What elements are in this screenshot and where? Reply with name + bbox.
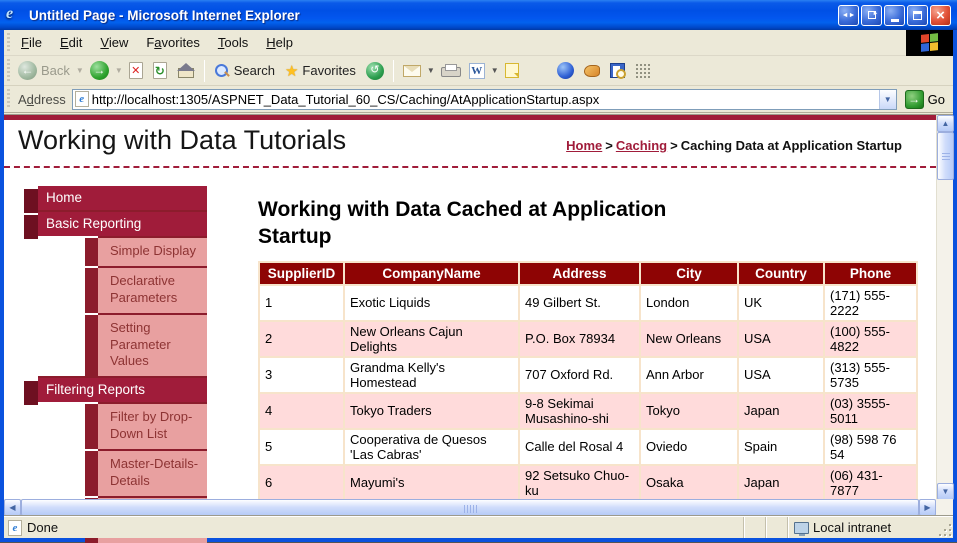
sidebar-menu-item[interactable]: Filtering Reports xyxy=(38,376,207,402)
ie-logo-icon: e xyxy=(6,5,14,22)
security-zone-label: Local intranet xyxy=(813,520,892,535)
table-header-cell: Address xyxy=(519,262,640,285)
toolbar-separator xyxy=(204,60,205,82)
home-icon xyxy=(177,63,195,78)
table-row xyxy=(259,465,917,501)
popout-icon xyxy=(868,11,876,19)
messenger-button[interactable] xyxy=(553,60,578,81)
table-cell-address: 92 Setsuko Chuo-ku xyxy=(519,465,640,501)
notes-button[interactable] xyxy=(501,61,523,80)
sphere-icon xyxy=(557,62,574,79)
close-button[interactable] xyxy=(930,5,951,26)
window-title: Untitled Page - Microsoft Internet Explorer xyxy=(29,7,300,23)
minimize-icon xyxy=(891,19,899,22)
status-pane xyxy=(743,517,765,538)
title-bar[interactable] xyxy=(0,0,957,30)
search-label: Search xyxy=(233,63,275,78)
windows-logo-icon xyxy=(921,33,938,52)
address-input-box xyxy=(72,89,897,110)
address-bar xyxy=(4,86,953,113)
table-cell-companyname: Mayumi's xyxy=(344,465,519,501)
scrollbar-corner xyxy=(936,499,953,516)
edit-with-word-button[interactable] xyxy=(465,61,489,81)
main-content xyxy=(258,168,926,502)
table-cell-supplierid: 2 xyxy=(259,321,344,357)
table-cell-city: Oviedo xyxy=(640,429,738,465)
table-cell-phone: (06) 431-7877 xyxy=(824,465,917,501)
search-button[interactable] xyxy=(210,61,279,81)
grid-icon xyxy=(635,63,650,78)
security-zone-pane xyxy=(787,517,937,538)
go-button[interactable] xyxy=(901,90,949,109)
table-cell-country: USA xyxy=(738,321,824,357)
page-heading: Working with Data Cached at Application Startup xyxy=(258,198,667,249)
menu-item[interactable]: Help xyxy=(266,35,293,50)
history-icon: ↺ xyxy=(366,62,384,80)
table-row xyxy=(259,429,917,465)
vertical-scrollbar[interactable] xyxy=(936,115,953,500)
local-intranet-icon xyxy=(794,522,809,534)
research-button[interactable] xyxy=(606,61,629,80)
table-cell-supplierid: 4 xyxy=(259,393,344,429)
breadcrumb-section-link[interactable]: Caching xyxy=(615,138,668,153)
scroll-right-button[interactable]: ▶ xyxy=(919,499,936,516)
titlebar-popout-button[interactable] xyxy=(861,5,882,26)
table-cell-supplierid: 3 xyxy=(259,357,344,393)
home-button[interactable] xyxy=(173,61,199,80)
table-cell-companyname: New Orleans Cajun Delights xyxy=(344,321,519,357)
suppliers-table xyxy=(258,261,918,502)
mail-button[interactable] xyxy=(399,63,425,79)
sidebar-menu-item[interactable]: Master-Details-Details xyxy=(98,449,207,496)
table-cell-address: 9-8 Sekimai Musashino-shi xyxy=(519,393,640,429)
close-icon: × xyxy=(936,6,945,24)
resize-grip[interactable] xyxy=(937,517,953,538)
table-cell-phone: (313) 555-5735 xyxy=(824,357,917,393)
sidebar-menu-item[interactable]: Filter by Drop-Down List xyxy=(98,402,207,449)
back-label: Back xyxy=(41,63,70,78)
menu-item[interactable]: Tools xyxy=(217,35,249,50)
back-icon: ← xyxy=(18,61,37,80)
table-cell-address: 49 Gilbert St. xyxy=(519,285,640,321)
toolbar-grip[interactable] xyxy=(7,59,10,82)
toolbar-grip[interactable] xyxy=(7,89,10,109)
titlebar-arrows-button[interactable] xyxy=(838,5,859,26)
sidebar-menu-item[interactable]: Setting Parameter Values xyxy=(98,313,207,377)
table-cell-city: Osaka xyxy=(640,465,738,501)
address-dropdown-button[interactable]: ▼ xyxy=(879,90,896,109)
client-area xyxy=(4,30,953,538)
scroll-left-button[interactable]: ◀ xyxy=(4,499,21,516)
table-cell-address: P.O. Box 78934 xyxy=(519,321,640,357)
breadcrumb-separator: > xyxy=(670,138,678,153)
breadcrumb xyxy=(566,138,902,153)
table-cell-companyname: Grandma Kelly's Homestead xyxy=(344,357,519,393)
maximize-button[interactable] xyxy=(907,5,928,26)
breadcrumb-separator: > xyxy=(605,138,613,153)
table-cell-phone: (03) 3555-5011 xyxy=(824,393,917,429)
table-cell-country: Japan xyxy=(738,393,824,429)
table-cell-country: Japan xyxy=(738,465,824,501)
refresh-button[interactable] xyxy=(149,60,171,81)
table-cell-city: Tokyo xyxy=(640,393,738,429)
stop-icon: ✕ xyxy=(129,62,143,79)
sidebar-menu-item[interactable]: Simple Display xyxy=(98,236,207,266)
table-cell-supplierid: 6 xyxy=(259,465,344,501)
table-header-cell: Phone xyxy=(824,262,917,285)
go-label: Go xyxy=(927,91,945,107)
table-cell-companyname: Cooperativa de Quesos 'Las Cabras' xyxy=(344,429,519,465)
extension-icon xyxy=(584,65,600,77)
vertical-scroll-thumb[interactable] xyxy=(937,132,954,180)
web-page xyxy=(4,115,936,500)
search-icon xyxy=(214,63,230,79)
forward-button[interactable] xyxy=(86,59,113,82)
table-cell-phone: (171) 555-2222 xyxy=(824,285,917,321)
table-cell-address: 707 Oxford Rd. xyxy=(519,357,640,393)
table-cell-city: Ann Arbor xyxy=(640,357,738,393)
extension-button-2[interactable] xyxy=(631,61,654,80)
sidebar-menu xyxy=(24,186,207,543)
standard-toolbar xyxy=(4,56,953,86)
favorites-star-icon: ★ xyxy=(284,62,299,80)
horizontal-scrollbar[interactable] xyxy=(4,499,936,516)
table-header-cell: City xyxy=(640,262,738,285)
favorites-button[interactable] xyxy=(281,60,360,82)
table-row xyxy=(259,357,917,393)
table-row xyxy=(259,393,917,429)
refresh-icon: ↻ xyxy=(154,63,165,78)
table-header-cell: Country xyxy=(738,262,824,285)
print-icon xyxy=(441,64,459,77)
left-right-arrows-icon: ◄► xyxy=(841,11,856,19)
table-cell-city: New Orleans xyxy=(640,321,738,357)
research-book-icon xyxy=(610,63,625,78)
sidebar-menu-item[interactable]: Basic Reporting xyxy=(38,210,207,236)
toolbar-grip[interactable] xyxy=(7,33,10,52)
scroll-down-button[interactable]: ▼ xyxy=(937,483,954,500)
note-icon xyxy=(505,63,519,78)
table-cell-phone: (98) 598 76 54 xyxy=(824,429,917,465)
page-masthead xyxy=(4,120,936,168)
table-cell-country: Spain xyxy=(738,429,824,465)
history-button[interactable] xyxy=(362,60,388,82)
edit-dropdown[interactable]: ▼ xyxy=(490,66,499,75)
table-header-cell: CompanyName xyxy=(344,262,519,285)
menu-bar xyxy=(4,30,953,56)
address-label: Address xyxy=(18,91,66,107)
print-button[interactable] xyxy=(437,62,463,79)
horizontal-scroll-thumb[interactable] xyxy=(21,499,919,516)
status-text: Done xyxy=(27,520,59,535)
menu-item[interactable]: Edit xyxy=(59,35,83,50)
table-cell-country: UK xyxy=(738,285,824,321)
table-cell-supplierid: 1 xyxy=(259,285,344,321)
table-cell-supplierid: 5 xyxy=(259,429,344,465)
status-bar xyxy=(4,516,953,538)
mail-dropdown[interactable]: ▼ xyxy=(426,66,435,75)
forward-dropdown[interactable]: ▼ xyxy=(114,66,123,75)
table-cell-city: London xyxy=(640,285,738,321)
sidebar-menu-item[interactable]: Declarative Parameters xyxy=(98,266,207,313)
table-cell-address: Calle del Rosal 4 xyxy=(519,429,640,465)
breadcrumb-home-link[interactable]: Home xyxy=(566,138,603,153)
sidebar-menu-item[interactable]: Home xyxy=(38,186,207,210)
address-input[interactable] xyxy=(92,92,879,107)
scroll-up-button[interactable]: ▲ xyxy=(937,115,954,132)
table-cell-phone: (100) 555-4822 xyxy=(824,321,917,357)
favorites-label: Favorites xyxy=(302,63,356,78)
toolbar-separator xyxy=(393,60,394,82)
menu-list xyxy=(12,32,302,53)
site-title: Working with Data Tutorials xyxy=(18,125,347,155)
forward-icon: → xyxy=(90,61,109,80)
page-viewport xyxy=(4,114,953,516)
status-pane xyxy=(765,517,787,538)
mail-icon xyxy=(403,65,421,77)
page-icon: e xyxy=(75,91,89,107)
table-cell-country: USA xyxy=(738,357,824,393)
table-header-row xyxy=(259,262,917,285)
breadcrumb-current: Caching Data at Application Startup xyxy=(680,138,902,153)
throbber xyxy=(906,30,953,56)
table-row xyxy=(259,285,917,321)
table-header-cell: SupplierID xyxy=(259,262,344,285)
maximize-icon xyxy=(913,11,922,20)
menu-item[interactable]: Favorites xyxy=(146,35,200,50)
table-cell-companyname: Exotic Liquids xyxy=(344,285,519,321)
table-cell-companyname: Tokyo Traders xyxy=(344,393,519,429)
menu-item[interactable]: View xyxy=(100,35,129,50)
minimize-button[interactable] xyxy=(884,5,905,26)
go-arrow-icon: → xyxy=(905,90,924,109)
back-button[interactable] xyxy=(14,59,74,82)
back-dropdown[interactable]: ▼ xyxy=(75,66,84,75)
extension-button-1[interactable] xyxy=(580,63,604,79)
stop-button[interactable] xyxy=(125,60,147,81)
menu-item[interactable]: File xyxy=(21,35,42,50)
table-row xyxy=(259,321,917,357)
word-icon: W xyxy=(469,63,485,79)
status-page-icon: e xyxy=(8,520,22,536)
